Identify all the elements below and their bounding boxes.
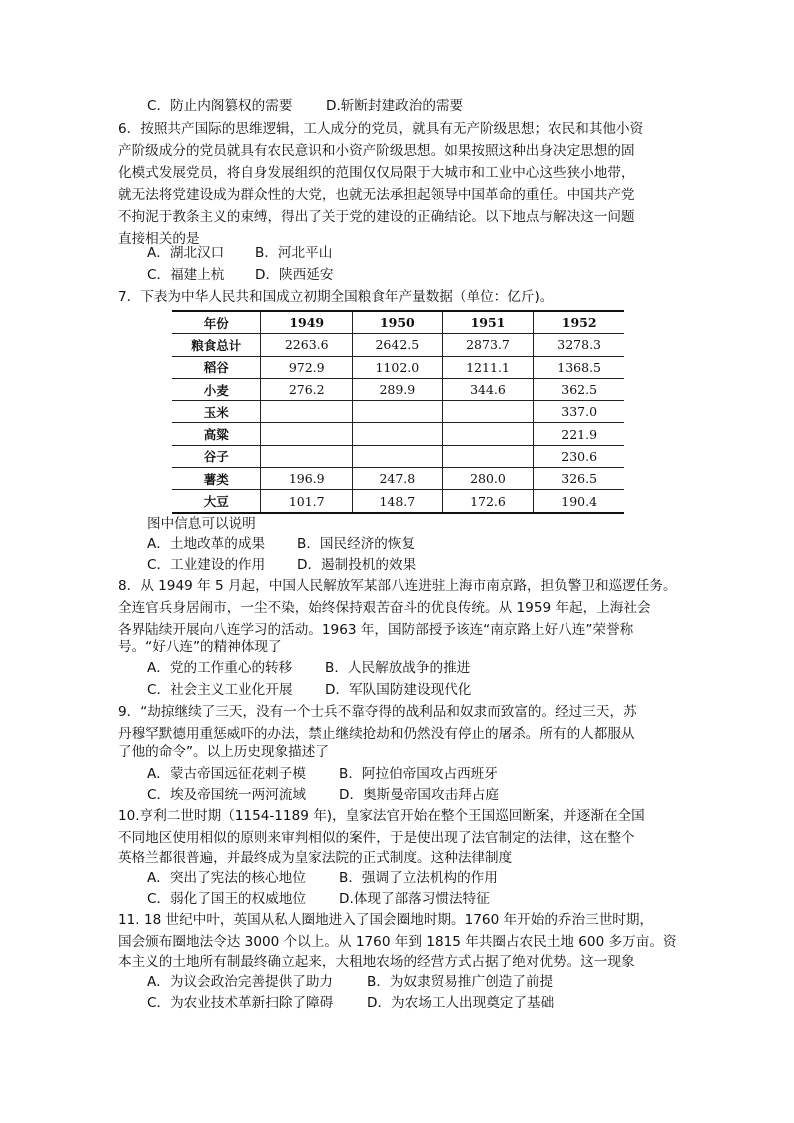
q8-option-b: B．人民解放战争的推进 xyxy=(325,660,471,676)
q9-option-b: B．阿拉伯帝国攻占西班牙 xyxy=(339,766,498,782)
table-cell: 2642.5 xyxy=(353,334,443,356)
q6-stem-line: 不拘泥于教条主义的束缚，得出了关于党的建设的正确结论。以下地点与解决这一问题 xyxy=(118,209,635,225)
table-header-cell: 年份 xyxy=(172,311,261,334)
q6-stem-line: 化模式发展党员，将自身发展组织的范围仅仅局限于大城市和工业中心这些狭小地带， xyxy=(118,165,635,181)
q7-stem: 7．下表为中华人民共和国成立初期全国粮食年产量数据（单位：亿斤)。 xyxy=(118,289,554,305)
q9-option-d: D．奥斯曼帝国攻击拜占庭 xyxy=(339,787,499,803)
q8-stem-line: 号。“好八连”的精神体现了 xyxy=(118,639,282,655)
table-cell: 148.7 xyxy=(353,490,443,513)
q6-stem-line: 产阶级成分的党员就具有农民意识和小资产阶级思想。如果按照这种出身决定思想的固 xyxy=(118,143,635,159)
q10-option-d: D.体现了部落习惯法特征 xyxy=(339,891,490,907)
q11-option-c: C．为农业技术革新扫除了障碍 xyxy=(147,995,334,1011)
q9-stem-line: 了他的命令”。以上历史现象描述了 xyxy=(118,744,329,760)
q6-stem-line: 6．按照共产国际的思维逻辑，工人成分的党员，就具有无产阶级思想；农民和其他小资 xyxy=(118,121,644,137)
q6-option-b: B．河北平山 xyxy=(255,245,333,261)
table-header-row xyxy=(172,311,624,334)
table-header-cell: 1949 xyxy=(261,311,353,334)
table-cell: 3278.3 xyxy=(534,334,624,356)
table-row-label: 粮食总计 xyxy=(172,334,261,356)
q8-stem-line: 各界陆续开展向八连学习的活动。1963 年，国防部授予该连“南京路上好八连”荣誉称 xyxy=(118,622,634,638)
q10-option-b: B．强调了立法机构的作用 xyxy=(339,870,498,886)
table-row xyxy=(172,490,624,513)
table-row-label: 稻谷 xyxy=(172,356,261,378)
q11-stem-line: 国会颁布圈地法令达 3000 个以上。从 1760 年到 1815 年共圈占农民土地 600 多万亩。资 xyxy=(118,934,677,950)
q6-option-c: C．福建上杭 xyxy=(147,267,225,283)
table-row-label: 大豆 xyxy=(172,490,261,513)
q8-option-d: D．军队国防建设现代化 xyxy=(325,682,472,698)
q6-stem-line: 就无法将党建设成为群众性的大党，也就无法承担起领导中国革命的重任。中国共产党 xyxy=(118,187,635,203)
q8-option-a: A．党的工作重心的转移 xyxy=(147,660,293,676)
q10-stem-line: 不同地区使用相似的原则来审判相似的案件，于是使出现了法官制定的法律，这在整个 xyxy=(118,830,635,846)
grain-output-table xyxy=(172,310,624,514)
table-cell xyxy=(442,401,534,423)
table-cell xyxy=(442,423,534,445)
q9-option-c: C．埃及帝国统一两河流域 xyxy=(147,787,307,803)
table-cell: 326.5 xyxy=(534,468,624,490)
q6-stem-line: 直接相关的是 xyxy=(118,231,200,247)
table-cell xyxy=(442,445,534,467)
table-cell: 172.6 xyxy=(442,490,534,513)
q7-option-b: B．国民经济的恢复 xyxy=(297,536,416,552)
table-cell: 972.9 xyxy=(261,356,353,378)
q11-option-d: D．为农场工人出现奠定了基础 xyxy=(367,995,555,1011)
table-cell xyxy=(261,423,353,445)
q7-option-a: A．土地改革的成果 xyxy=(147,536,266,552)
q7-option-c: C．工业建设的作用 xyxy=(147,557,266,573)
q11-stem-line: 11. 18 世纪中叶，英国从私人圈地进入了国会圈地时期。1760 年开始的乔治三世时期， xyxy=(118,912,654,928)
table-cell: 2873.7 xyxy=(442,334,534,356)
table-cell: 362.5 xyxy=(534,378,624,400)
q8-stem-line: 8．从 1949 年 5 月起，中国人民解放军某部八连进驻上海市南京路，担负警卫和巡逻任务。 xyxy=(118,578,677,594)
table-cell: 280.0 xyxy=(442,468,534,490)
table-cell: 276.2 xyxy=(261,378,353,400)
table-cell: 1102.0 xyxy=(353,356,443,378)
table-cell: 101.7 xyxy=(261,490,353,513)
q7-option-d: D．遏制投机的效果 xyxy=(297,557,417,573)
table-row-label: 高粱 xyxy=(172,423,261,445)
q10-option-c: C．弱化了国王的权威地位 xyxy=(147,891,307,907)
q9-stem-line: 9．“劫掠继续了三天，没有一个士兵不靠夺得的战利品和奴隶而致富的。经过三天，苏 xyxy=(118,704,637,720)
table-row xyxy=(172,468,624,490)
table-cell xyxy=(261,445,353,467)
table-cell: 221.9 xyxy=(534,423,624,445)
q6-option-d: D．陕西延安 xyxy=(255,267,334,283)
table-row xyxy=(172,423,624,445)
table-cell: 196.9 xyxy=(261,468,353,490)
table-row xyxy=(172,445,624,467)
q6-option-a: A．湖北汉口 xyxy=(147,245,225,261)
q8-stem-line: 全连官兵身居闹市，一尘不染，始终保持艰苦奋斗的优良传统。从 1959 年起，上海社会 xyxy=(118,600,651,616)
table-row-label: 玉米 xyxy=(172,401,261,423)
q8-option-c: C．社会主义工业化开展 xyxy=(147,682,293,698)
table-row-label: 谷子 xyxy=(172,445,261,467)
q5-option-c: C．防止内阁篡权的需要 xyxy=(147,98,293,114)
table-header-cell: 1951 xyxy=(442,311,534,334)
table-header-cell: 1952 xyxy=(534,311,624,334)
table-cell: 344.6 xyxy=(442,378,534,400)
table-cell xyxy=(261,401,353,423)
q5-option-d: D.斩断封建政治的需要 xyxy=(326,98,464,114)
q9-stem-line: 丹穆罕默德用重惩威吓的办法，禁止继续抢劫和仍然没有停止的屠杀。所有的人都服从 xyxy=(118,726,635,742)
q10-stem-line: 10.亨利二世时期（1154-1189 年)，皇家法官开始在整个王国巡回断案，并逐渐在全国 xyxy=(118,808,645,824)
table-cell xyxy=(353,401,443,423)
q11-stem-line: 本主义的土地所有制最终确立起来，大租地农场的经营方式占据了绝对优势。这一现象 xyxy=(118,954,635,970)
q10-stem-line: 英格兰都很普遍，并最终成为皇家法院的正式制度。这种法律制度 xyxy=(118,850,513,866)
q10-option-a: A．突出了宪法的核心地位 xyxy=(147,870,306,886)
table-cell xyxy=(353,445,443,467)
table-cell: 1368.5 xyxy=(534,356,624,378)
table-cell: 247.8 xyxy=(353,468,443,490)
table-cell: 1211.1 xyxy=(442,356,534,378)
table-header-cell: 1950 xyxy=(353,311,443,334)
table-cell: 2263.6 xyxy=(261,334,353,356)
table-cell xyxy=(353,423,443,445)
q11-option-a: A．为议会政治完善提供了助力 xyxy=(147,974,334,990)
q7-after-table: 图中信息可以说明 xyxy=(147,516,256,532)
table-cell: 289.9 xyxy=(353,378,443,400)
table-cell: 190.4 xyxy=(534,490,624,513)
table-row xyxy=(172,356,624,378)
table-row-label: 薯类 xyxy=(172,468,261,490)
table-cell: 230.6 xyxy=(534,445,624,467)
table-row xyxy=(172,401,624,423)
table-row-label: 小麦 xyxy=(172,378,261,400)
table-row xyxy=(172,378,624,400)
q9-option-a: A．蒙古帝国远征花剌子模 xyxy=(147,766,306,782)
table-cell: 337.0 xyxy=(534,401,624,423)
table-row xyxy=(172,334,624,356)
q11-option-b: B．为奴隶贸易推广创造了前提 xyxy=(367,974,554,990)
